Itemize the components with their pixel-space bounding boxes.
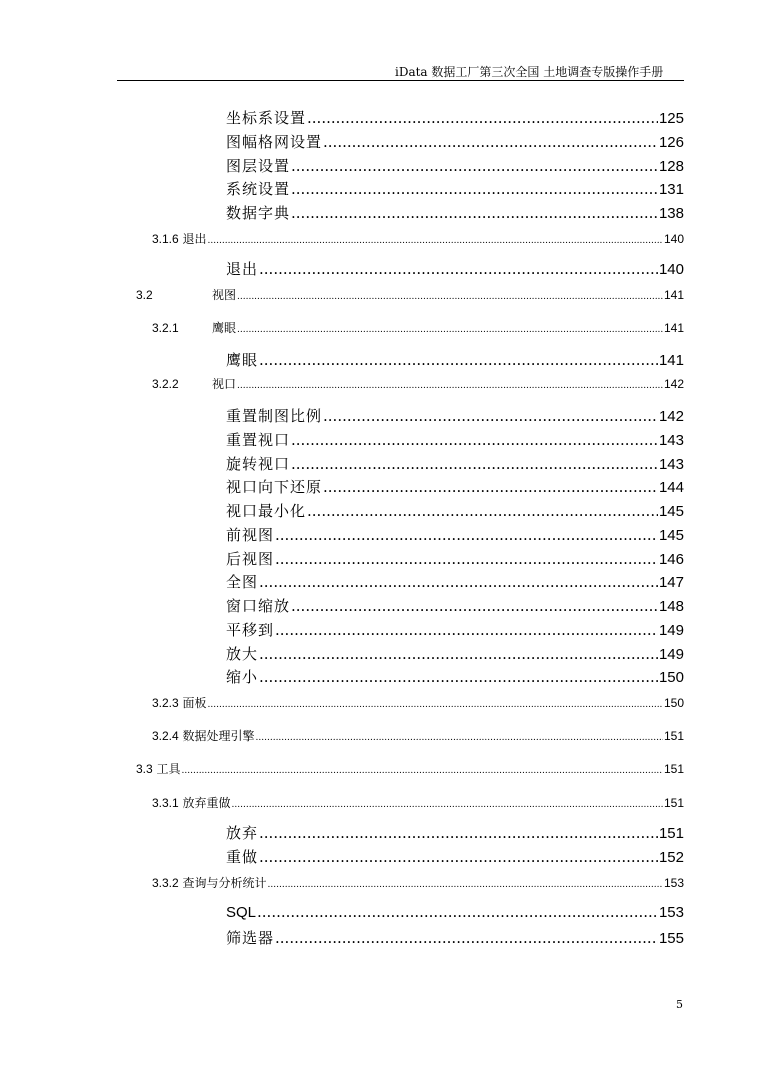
toc-entry[interactable] [226, 131, 684, 151]
toc-entry-page: 144 [658, 479, 684, 496]
toc-entry-number: 3.2.3 [152, 696, 179, 710]
toc-entry[interactable] [152, 874, 684, 890]
toc-entry[interactable] [226, 846, 684, 866]
toc-entry-label: 平移到 [226, 621, 275, 639]
toc-entry-label: 重置视口 [226, 431, 291, 449]
toc-entry-label: 鹰眼 [212, 321, 237, 335]
toc-entry[interactable] [152, 694, 684, 710]
toc-entry-number: 3.2.4 [152, 729, 179, 743]
toc-leader [291, 597, 658, 615]
toc-entry-label: 退出 [182, 232, 207, 246]
toc-entry-page: 149 [658, 622, 684, 639]
toc-entry-number: 3.3 [136, 762, 153, 776]
toc-leader [291, 204, 658, 222]
toc-entry-label: 工具 [156, 762, 181, 776]
toc-entry-label: 筛选器 [226, 929, 275, 947]
toc-entry-number: 3.2 [136, 288, 153, 302]
toc-entry[interactable] [136, 286, 684, 302]
toc-leader [275, 550, 658, 568]
toc-leader [259, 351, 658, 369]
toc-leader [208, 700, 663, 710]
toc-entry[interactable] [226, 643, 684, 663]
toc-leader [307, 502, 658, 520]
toc-entry[interactable] [152, 375, 684, 391]
toc-leader [323, 407, 658, 425]
toc-entry-label: 面板 [182, 696, 207, 710]
toc-leader [232, 800, 663, 810]
toc-entry-page: 155 [658, 930, 684, 947]
toc-entry-page: 153 [658, 904, 684, 921]
toc-entry-label: 缩小 [226, 668, 259, 686]
toc-leader [237, 325, 663, 335]
toc-entry-page: 149 [658, 646, 684, 663]
header-rule [117, 80, 684, 81]
toc-leader [259, 848, 658, 866]
toc-entry-label: 放弃重做 [182, 796, 231, 810]
toc-leader [307, 109, 658, 127]
toc-leader [259, 645, 658, 663]
toc-leader [268, 880, 663, 890]
toc-entry-label: 鹰眼 [226, 351, 259, 369]
toc-leader [259, 668, 658, 686]
toc-entry-page: 151 [663, 762, 684, 776]
toc-entry[interactable] [226, 903, 684, 923]
toc-entry-page: 140 [663, 232, 684, 246]
toc-entry-label: 视图 [212, 288, 237, 302]
toc-entry[interactable] [152, 727, 684, 743]
toc-entry-label: SQL [226, 904, 257, 921]
toc-entry-number: 3.2.1 [152, 321, 179, 335]
toc-entry[interactable] [226, 349, 684, 369]
toc-entry[interactable] [226, 258, 684, 278]
toc-entry-label: 全图 [226, 573, 259, 591]
toc-entry-page: 148 [658, 598, 684, 615]
toc-entry-page: 151 [658, 825, 684, 842]
toc-leader [275, 621, 658, 639]
toc-leader [256, 733, 663, 743]
toc-entry[interactable] [226, 571, 684, 591]
toc-entry-label: 数据处理引擎 [182, 729, 255, 743]
toc-entry-page: 151 [663, 729, 684, 743]
toc-entry-label: 坐标系设置 [226, 109, 307, 127]
toc-entry-label: 视口 [212, 377, 237, 391]
toc-entry-page: 138 [658, 205, 684, 222]
toc-entry-page: 150 [658, 669, 684, 686]
toc-leader [291, 455, 658, 473]
toc-entry[interactable] [226, 476, 684, 496]
toc-entry-page: 131 [658, 181, 684, 198]
toc-entry[interactable] [226, 429, 684, 449]
toc-entry[interactable] [226, 107, 684, 127]
toc-entry[interactable] [152, 319, 684, 335]
toc-leader [291, 431, 658, 449]
toc-leader [275, 526, 658, 544]
toc-entry[interactable] [226, 202, 684, 222]
toc-leader [259, 260, 658, 278]
toc-entry-label: 放大 [226, 645, 259, 663]
toc-entry[interactable] [152, 794, 684, 810]
toc-leader [291, 157, 658, 175]
toc-entry-number: 3.1.6 [152, 232, 179, 246]
toc-entry-label: 图层设置 [226, 157, 291, 175]
toc-entry[interactable] [226, 500, 684, 520]
toc-entry-page: 128 [658, 158, 684, 175]
toc-leader [259, 573, 658, 591]
toc-entry-label: 退出 [226, 260, 259, 278]
toc-entry-label: 放弃 [226, 824, 259, 842]
toc-entry[interactable] [226, 548, 684, 568]
toc-entry-page: 153 [663, 876, 684, 890]
page-number: 5 [676, 998, 683, 1011]
toc-entry-page: 125 [658, 110, 684, 127]
toc-entry-label: 重做 [226, 848, 259, 866]
toc-entry-page: 147 [658, 574, 684, 591]
toc-entry-page: 141 [663, 288, 684, 302]
toc-entry-label: 旋转视口 [226, 455, 291, 473]
toc-entry-page: 151 [663, 796, 684, 810]
toc-entry-page: 152 [658, 849, 684, 866]
toc-entry-label: 窗口缩放 [226, 597, 291, 615]
toc-entry-page: 140 [658, 261, 684, 278]
toc-entry[interactable] [226, 453, 684, 473]
toc-leader [208, 236, 663, 246]
toc-entry[interactable] [226, 524, 684, 544]
toc-entry-label: 后视图 [226, 550, 275, 568]
toc-entry-number: 3.3.1 [152, 796, 179, 810]
toc-entry[interactable] [226, 822, 684, 842]
toc-entry-label: 数据字典 [226, 204, 291, 222]
toc-leader [237, 381, 663, 391]
toc-entry-label: 视口向下还原 [226, 478, 323, 496]
toc-entry-number: 3.3.2 [152, 876, 179, 890]
toc-entry[interactable] [226, 927, 684, 947]
toc-entry[interactable] [226, 619, 684, 639]
toc-leader [275, 929, 658, 947]
toc-entry-page: 142 [663, 377, 684, 391]
toc-entry-page: 141 [658, 352, 684, 369]
toc-leader [259, 824, 658, 842]
toc-entry-page: 150 [663, 696, 684, 710]
toc-entry-label: 系统设置 [226, 180, 291, 198]
toc-entry-label: 视口最小化 [226, 502, 307, 520]
toc-entry[interactable] [226, 666, 684, 686]
toc-entry[interactable] [136, 760, 684, 776]
toc-entry-label: 图幅格网设置 [226, 133, 323, 151]
toc-entry-label: 重置制图比例 [226, 407, 323, 425]
toc-entry-page: 142 [658, 408, 684, 425]
toc-entry[interactable] [226, 178, 684, 198]
toc-entry-page: 143 [658, 456, 684, 473]
toc-entry-number: 3.2.2 [152, 377, 179, 391]
toc-entry-page: 126 [658, 134, 684, 151]
toc-leader [257, 903, 658, 921]
toc-leader [323, 478, 658, 496]
toc-entry-page: 143 [658, 432, 684, 449]
toc-leader [291, 180, 658, 198]
toc-entry-label: 查询与分析统计 [182, 876, 267, 890]
toc-entry[interactable] [226, 155, 684, 175]
toc-entry-label: 前视图 [226, 526, 275, 544]
toc-entry[interactable] [226, 595, 684, 615]
toc-leader [237, 292, 663, 302]
toc-entry[interactable] [152, 230, 684, 246]
toc-leader [182, 766, 663, 776]
toc-entry[interactable] [226, 405, 684, 425]
toc-entry-page: 145 [658, 527, 684, 544]
toc-entry-page: 145 [658, 503, 684, 520]
toc-entry-page: 141 [663, 321, 684, 335]
toc-entry-page: 146 [658, 551, 684, 568]
toc-leader [323, 133, 658, 151]
page-header-title: iData 数据工厂第三次全国 土地调查专版操作手册 [395, 65, 664, 79]
